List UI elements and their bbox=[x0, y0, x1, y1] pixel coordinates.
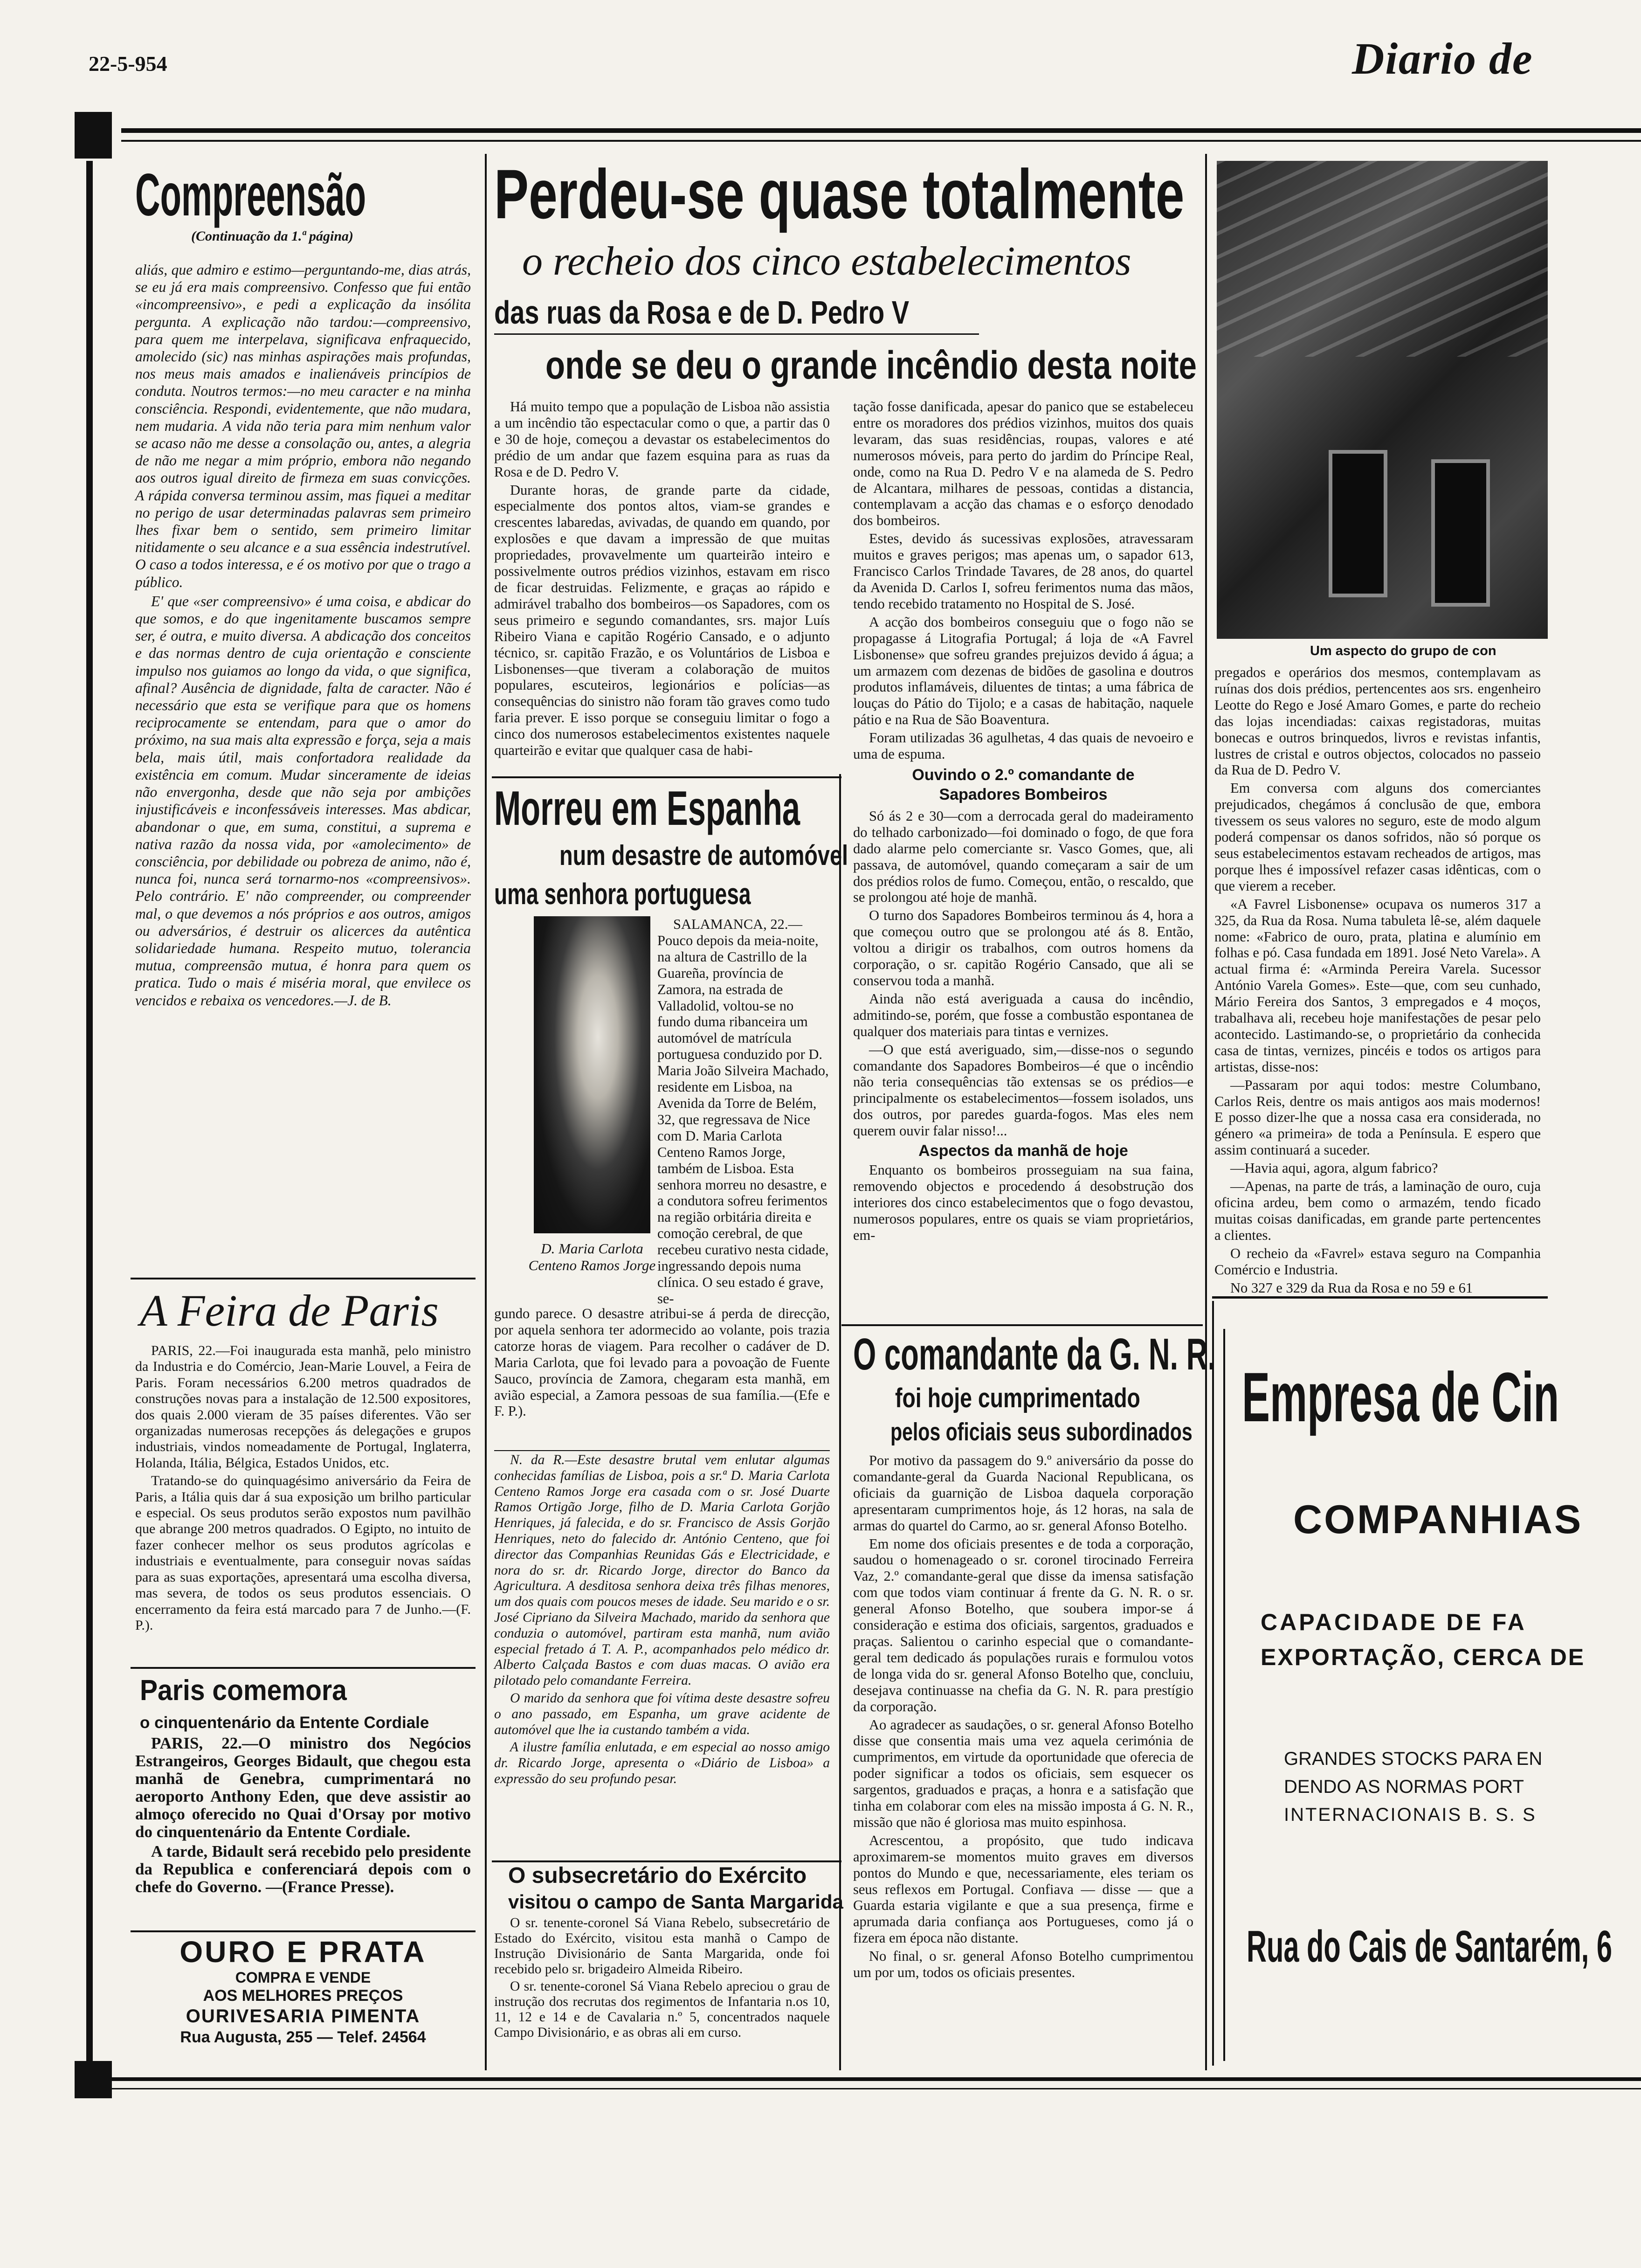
gnr-paragraph: No final, o sr. general Afonso Botelho cumprimentou um por um, todos os oficiais presentes. bbox=[853, 1948, 1193, 1981]
ad-line3: CAPACIDADE DE FA bbox=[1261, 1609, 1527, 1635]
subsec-paragraph: O sr. tenente-coronel Sá Viana Rebelo apreciou o grau de instrução dos recrutas dos regimentos de Infantaria n.os 10, 11, 12 e 14 e de Cavalaria n.º 5, concentrados naquele Campo Divisionário, e as obras ali em curso. bbox=[494, 1979, 830, 2040]
divider-espanha bbox=[492, 776, 841, 778]
paris-paragraph: PARIS, 22.—O ministro dos Negócios Estrangeiros, Georges Bidault, que chegou esta manhã de Genebra, cumprimentará no aeroporto Anthony Eden, que deve assistir ao almoço oferecido no Quai d'Orsay por motivo do cinquentenário da Entente Cordiale. bbox=[135, 1734, 471, 1841]
gnr-sub2: pelos oficiais seus subordinados bbox=[890, 1418, 1193, 1446]
right-body bbox=[1214, 664, 1541, 1298]
paris-paragraph: A tarde, Bidault será recebido pelo presidente da Republica e conferenciará depois com o chefe do Governo. —(France Presse). bbox=[135, 1842, 471, 1896]
divider-col1 bbox=[485, 154, 487, 2070]
gnr-paragraph: Por motivo da passagem do 9.º aniversário da posse do comandante-geral da Guarda Nacional Republicana, os oficiais da guarnição de Lisboa daquela corporação apresentaram cumprimentos hoje, ás 12 horas, na sala de armas do quartel do Carmo, ao sr. general Afonso Botelho. bbox=[853, 1452, 1193, 1534]
ad-line2: COMPANHIAS bbox=[1293, 1497, 1583, 1542]
divider-ouro bbox=[131, 1930, 476, 1932]
portrait-photo bbox=[534, 916, 650, 1233]
gnr-body bbox=[853, 1452, 1193, 1983]
bottom-rule-thin bbox=[75, 2088, 1641, 2089]
ad-line5: GRANDES STOCKS PARA EN bbox=[1284, 1749, 1543, 1769]
feira-title: A Feira de Paris bbox=[140, 1286, 439, 1335]
main-paragraph: tação fosse danificada, apesar do panico que se estabeleceu entre os moradores dos prédios vizinhos, muitos dos quais levaram, das suas residências, roupas, valores e até numerosos móveis, para perto do jardim do Príncipe Real, onde, como na Rua D. Pedro V e na alameda de S. Pedro de Alcantara, milhares de pessoas, contidas a distancia, contemplavam a acção das chamas e o esforço denodado dos bombeiros. bbox=[853, 399, 1193, 529]
espanha-nota bbox=[494, 1452, 830, 1789]
main-paragraph: Durante horas, de grande parte da cidade, especialmente dos pontos altos, viam-se grandes e crescentes labaredas, avivadas, de quando em quando, por explosões e que davam a impressão de que muitas propriedades, provavelmente um quarteirão inteiro e possivelmente outros prédios vizinhos, estavam em risco de ficar destruidas. Felizmente, e graças ao rápido e admirável trabalho dos bombeiros—os Sapadores, com os seus primeiro e segundo comandantes, srs. major Luís Ribeiro Viana e capitão Rogério Cansado, e o adjunto técnico, sr. capitão Frazão, e os Voluntários de Lisboa e Lisbonenses—que tiveram a colaboração de muitos populares, escuteiros, legionários e polícias—as consequências do sinistro não foram tão graves como tudo faria prever. E isso porque se conseguiu limitar o fogo a cinco dos numerosos estabelecimentos existentes naquele quarteirão e evitar que qualquer casa de habi- bbox=[494, 482, 830, 759]
ad-line4: EXPORTAÇÃO, CERCA DE bbox=[1261, 1644, 1586, 1670]
aspectos-subheading: Aspectos da manhã de hoje bbox=[918, 1142, 1128, 1160]
page-date: 22-5-954 bbox=[89, 52, 167, 76]
feira-body bbox=[135, 1343, 471, 1635]
ouro-line3: OURIVESARIA PIMENTA bbox=[186, 2006, 421, 2026]
espanha-sub1: num desastre de automóvel bbox=[559, 840, 848, 871]
left-margin-bar bbox=[86, 161, 93, 2063]
main-col-a bbox=[494, 399, 830, 761]
ad-line7: INTERNACIONAIS B. S. S bbox=[1284, 1805, 1537, 1825]
main-sub3: onde se deu o grande incêndio desta noite bbox=[545, 343, 1197, 387]
photo-caption: Um aspecto do grupo de con bbox=[1310, 643, 1496, 658]
photo-beams bbox=[1217, 161, 1548, 357]
subsec-body bbox=[494, 1915, 830, 2042]
compreensao-paragraph: E' que «ser compreensivo» é uma coisa, e abdicar do que somos, e do que ingenitamente buscamos sempre ser, é outra, e muito diversa. A abdicação dos conceitos e das normas dentro de cuja orientação e consciente impulso nos guiamos ao longo da vida, o que significa, afinal? Ausência de dignidade, falta de caracter. Não é necessário que esta se verifique para que os homens reciprocamente se entendam, para que o amor do próximo, na sua mais alta expressão e força, seja a mais bela, mais útil, mais confortadora realidade da existência em comum. Mudar sinceramente de ideias não envergonha, desde que não seja por ambições injustificáveis e inconfessáveis interesses. Mas abdicar, abandonar o que, em suma, constitui, a suprema e nativa razão da nossa vida, por «amolecimento» de consciência, por debilidade ou pobreza de animo, não é, nunca foi, nunca será tornarmo-nos «compreensivos». Pelo contrário. E' não compreender, ou compreender mal, o que devemos a nós próprios e aos outros, amigos ou adversários, é destruir os alicerces da autêntica solidariedade humana. Respeito mutuo, tolerancia mutua, compreensão mutua, é honra para quem os pratica. Tudo o mais é miséria moral, que envilece os vencidos e rebaixa os vencedores.—J. de B. bbox=[135, 593, 471, 1009]
ad-line8: Rua do Cais de Santarém, 6 bbox=[1247, 1922, 1612, 1971]
right-paragraph: «A Favrel Lisbonense» ocupava os numeros 317 a 325, da Rua da Rosa. Numa tabuleta lê-se, além daquele nome: «Fabrico de ouro, prata, platina e alumínio em folhas e pó. Casa fundada em 1891. José Neto Varela». A actual firma é: «Arminda Pereira Varela. Sucessor António Varela Gomes». Este—que, com seu cunhado, Mário Fereira dos Santos, 3 empregados e 4 moços, trabalhava ali, recebeu hoje manifestações de pesar pelo acontecido. Lastimando-se, o proprietário da conhecida casa de tintas, vernizes, pincéis e todos os artigos para artistas, disse-nos: bbox=[1214, 896, 1541, 1075]
espanha-title: Morreu em Espanha bbox=[494, 781, 800, 836]
fire-ruins-photo bbox=[1217, 161, 1548, 639]
gnr-title: O comandante da G. N. R. bbox=[853, 1329, 1216, 1379]
main-paragraph: Há muito tempo que a população de Lisboa não assistia a um incêndio tão espectacular como o que, a partir das 0 e 30 de hoje, começou a devastar os estabelecimentos do prédio de um andar que fazem esquina para as ruas da Rosa e de D. Pedro V. bbox=[494, 399, 830, 480]
subsec-subtitle: visitou o campo de Santa Margarida bbox=[508, 1891, 843, 1913]
main-paragraph: Estes, devido ás sucessivas explosões, atravessaram muitos e graves perigos; mas apenas um, o sapador 613, Francisco Carlos Trindade Tavares, de 28 anos, do quartel da Avenida D. Carlos I, sofreu ferimentos numa das mãos, tendo recebido tratamento no Hospital de S. José. bbox=[853, 531, 1193, 612]
feira-paragraph: PARIS, 22.—Foi inaugurada esta manhã, pelo ministro da Industria e do Comércio, Jean-Marie Louvel, a Feira de Paris. Foram necessários 6.200 metros quadrados de construções novas para a instalação de 12.500 expositores, dos quais 2.000 vieram de 35 países diferentes. Vão ser organizadas numerosas recepções ás delegações e grupos industriais, vindos nomeadamente de Portugal, Inglaterra, Holanda, Itália, Bélgica, Estados Unidos, etc. bbox=[135, 1343, 471, 1471]
right-paragraph: —Apenas, na parte de trás, a laminação de ouro, cuja oficina ardeu, bem como o armazém, tendo ficado muitas coisas danificadas, em grande parte pertencentes a clientes. bbox=[1214, 1178, 1541, 1243]
divider-col3 bbox=[839, 774, 841, 2070]
right-paragraph: —Passaram por aqui todos: mestre Columbano, Carlos Reis, dentre os mais antigos aos mais modernos! E posso dizer-lhe que a nossa casa era considerada, no género «a primeira» de toda a Península. E espero que assim continuará a suceder. bbox=[1214, 1077, 1541, 1158]
ouvindo-paragraph: Só ás 2 e 30—com a derrocada geral do madeiramento do telhado carbonizado—foi dominado o fogo, de que fora dado alarme pelo comerciante sr. Vasco Gomes, que, ali passava, de automóvel, quando começaram a sair de um dos prédios rolos de fumo. Começou, então, o rescaldo, que se prolongou até hoje de manhã. bbox=[853, 808, 1193, 906]
divider-nota bbox=[494, 1450, 830, 1451]
nota-paragraph: A ilustre família enlutada, e em especial ao nosso amigo dr. Ricardo Jorge, apresenta o «Diário de Lisboa» a expressão do seu profundo pesar. bbox=[494, 1740, 830, 1786]
feira-paragraph: Tratando-se do quinquagésimo aniversário da Feira de Paris, a Itália quis dar á sua exposição um brilho particular e especial. Os seus produtos serão expostos num pavilhão que abrange 200 metros quadrados. O Egipto, no intuito de fazer conhecer melhor os seus produtos agrícolas e industriais e eventualmente, para conseguir novas saídas para as suas exportações, apresentará uma escolha diversa, mas severa, de todos os seus produtos essenciais. O encerramento da feira está marcado para 7 de Junho.—(F. P.). bbox=[135, 1473, 471, 1633]
ouro-line1: COMPRA E VENDE bbox=[235, 1969, 371, 1986]
subsec-title: O subsecretário do Exército bbox=[508, 1863, 807, 1888]
right-paragraph: pregados e operários dos mesmos, contemplavam as ruínas dos dois prédios, pertencentes aos srs. engenheiro Leotte do Rego e José Amaro Gomes, e parte do recheio das lojas incendiadas: caixas registadoras, muitas bonecas e outros brinquedos, livros e revistas infantis, lustres de cristal e outros objectos, colocados no passeio da Rua de D. Pedro V. bbox=[1214, 664, 1541, 778]
ouro-prata-ad bbox=[135, 1935, 471, 2047]
ouvindo-paragraph: O turno dos Sapadores Bombeiros terminou ás 4, hora a que começou outro que se prolongou até ás 8. Então, voltou a dirigir os trabalhos, com outros homens da corporação, o sr. capitão Rogério Cansado, que ali se conservou toda a manhã. bbox=[853, 907, 1193, 989]
compreensao-continuation: (Continuação da 1.ª página) bbox=[191, 228, 354, 244]
main-col-b bbox=[853, 399, 1193, 1245]
black-corner-block-top bbox=[75, 112, 112, 159]
main-paragraph: A acção dos bombeiros conseguiu que o fogo não se propagasse á Litografia Portugal; á loja de «A Favrel Lisbonense» que sofreu grandes prejuizos devido á água; a um armazem com dezenas de bidões de gasolina e doutros produtos inflamáveis, diluentes de tintas; a uma fábrica de louças do Pátio do Tijolo; e a casas de habitação, naquele pátio e na Rua de São Boaventura. bbox=[853, 614, 1193, 728]
gnr-sub1: foi hoje cumprimentado bbox=[895, 1383, 1140, 1413]
paris-body bbox=[135, 1735, 471, 1898]
company-ad bbox=[1212, 1301, 1612, 2066]
divider-ad-top bbox=[1212, 1296, 1548, 1299]
divider-col5 bbox=[1205, 154, 1207, 2070]
ad-line6: DENDO AS NORMAS PORT bbox=[1284, 1777, 1524, 1797]
aspectos-paragraph: Enquanto os bombeiros prosseguiam na sua faina, removendo objectos e procedendo á desobstrução dos interiores dos cinco estabelecimentos que o fogo devastou, numerosos populares, entre os quais se viam proprietários, em- bbox=[853, 1162, 1193, 1243]
ouro-address: Rua Augusta, 255 — Telef. 24564 bbox=[180, 2028, 426, 2046]
divider-gnr bbox=[841, 1324, 1203, 1326]
right-paragraph: Em conversa com alguns dos comerciantes prejudicados, chegámos á conclusão de que, embora tivessem os seus valores no seguro, este de modo algum poderá compensar os danos sofridos, não só porque os seus estabelecimentos estavam recheados de artigos, mas porque lhes é impossível refazer casas idênticas, com o que vierem a receber. bbox=[1214, 780, 1541, 894]
right-paragraph: —Havia aqui, agora, algum fabrico? bbox=[1230, 1160, 1438, 1176]
top-rule-thin bbox=[121, 140, 1641, 142]
ouvindo-subheading: Ouvindo o 2.º comandante de Sapadores Bombeiros bbox=[912, 766, 1135, 803]
subsec-paragraph: O sr. tenente-coronel Sá Viana Rebelo, subsecretário de Estado do Exército, visitou esta manhã o Campo de Instrução Divisionário de Santa Margarida, onde foi recebido pelo sr. brigadeiro Almeida Ribeiro. bbox=[494, 1915, 830, 1977]
main-sub2: das ruas da Rosa e de D. Pedro V bbox=[494, 294, 910, 331]
compreensao-body bbox=[135, 261, 471, 1011]
ouvindo-paragraph: Ainda não está averiguada a causa do incêndio, admitindo-se, porém, que fosse a combustão espontanea de qualquer dos materiais para tintas e vernizes. bbox=[853, 990, 1193, 1039]
ad-inner-border bbox=[1223, 1329, 1225, 2061]
ad-line1: Empresa de Cin bbox=[1242, 1358, 1559, 1436]
photo-window bbox=[1431, 459, 1490, 607]
paris-title: Paris comemora bbox=[140, 1674, 347, 1707]
ouvindo-paragraph: —O que está averiguado, sim,—disse-nos o segundo comandante dos Sapadores Bombeiros—é que o incêndio não teria consequências tão extensas se os prédios—e principalmente os estabelecimentos—fossem isolados, uns dos outros, por paredes guarda-fogos. Mas eles nem querem ouvir falar nisso!... bbox=[853, 1041, 1193, 1139]
right-paragraph: O recheio da «Favrel» estava seguro na Companhia Comércio e Industria. bbox=[1214, 1245, 1541, 1278]
ouro-line2: AOS MELHORES PREÇOS bbox=[203, 1987, 403, 2005]
main-sub2-underline bbox=[494, 333, 979, 335]
bottom-rule bbox=[75, 2077, 1641, 2081]
gnr-paragraph: Em nome dos oficiais presentes e de toda a corporação, saudou o homenageado o sr. coronel tirocinado Ferreira Vaz, 2.º comandante-geral que disse da imensa satisfação com que todos viam continuar á frente da G. N. R. o sr. general Afonso Botelho, que soubera impor-se á consideração e estima dos oficiais, sargentos, graduados e praças. Salientou o carinho especial que o comandante-geral tem dedicado ás populações rurais e formulou votos de longa vida do sr. general Afonso Botelho que, concluiu, desejava continuasse na chefia da G. N. R. para prestígio da corporação. bbox=[853, 1535, 1193, 1715]
main-title: Perdeu-se quase totalmente bbox=[494, 155, 1185, 233]
gnr-paragraph: Ao agradecer as saudações, o sr. general Afonso Botelho disse que consentia mais uma vez aquela cerimónia de cumprimentos, em virtude da oportunidade que oferecia de poder significar a todos os oficiais, sem esquecer os sargentos, graduados e praças, a honra e a satisfação que tinha em colaborar com eles na missão imposta á G. N. R., missão que não é gloriosa mas muito espinhosa. bbox=[853, 1716, 1193, 1830]
photo-window bbox=[1329, 450, 1387, 597]
top-rule bbox=[121, 128, 1641, 133]
espanha-body-full bbox=[494, 1306, 830, 1421]
compreensao-paragraph: aliás, que admiro e estimo—perguntando-me, dias atrás, se eu já era mais compreensivo. Confesso que fui então «incompreensivo», e pedi a explicação da insólita pergunta. A explicação não tardou:—compreensivo, para quem me interpelava, significava enfraquecido, amolecido (sic) nas minhas aspirações mais profundas, nos meus mais amados e inalienáveis princípios de conduta. Noutros termos:—no meu caracter e na minha consciência. Respondi, evidentemente, que não mudara, nem mudaria. A vida não teria para mim nenhum valor se acaso não me desse a consolação ou, antes, a alegria de não me negar a mim próprio, embora não negando aos outros igual direito de firmeza em suas convicções. A rápida conversa terminou assim, mas fiquei a meditar no perigo de usar determinadas palavras sem primeiro lhes fixar bem o sentido, sem primeiro limitar nitidamente o seu alcance e a sua essência indestrutível. O caso a todos interessa, e é os motivo por que o trago a público. bbox=[135, 262, 471, 590]
divider-paris bbox=[131, 1667, 476, 1669]
right-paragraph: No 327 e 329 da Rua da Rosa e no 59 e 61 bbox=[1230, 1279, 1473, 1296]
main-sub1: o recheio dos cinco estabelecimentos bbox=[522, 239, 1131, 284]
nota-paragraph: O marido da senhora que foi vítima deste desastre sofreu o ano passado, em Espanha, um grave acidente de automóvel que lhe ia custando também a vida. bbox=[494, 1690, 830, 1737]
espanha-paragraph: SALAMANCA, 22.—Pouco depois da meia-noite, na altura de Castrillo de la Guareña, província de Zamora, na estrada de Valladolid, voltou-se no fundo duma ribanceira um automóvel de matrícula portuguesa conduzido por D. Maria João Silveira Machado, residente em Lisboa, na Avenida da Torre de Belém, 32, que regressava de Nice com D. Maria Carlota Centeno Ramos Jorge, também de Lisboa. Esta senhora morreu no desastre, e a condutora sofreu ferimentos na região orbitária direita e comoção cerebral, de que recebeu curativo nesta cidade, ingressando depois numa clínica. O seu estado é grave, se- bbox=[657, 916, 829, 1307]
masthead: Diario de bbox=[1352, 34, 1533, 83]
espanha-sub2: uma senhora portuguesa bbox=[494, 877, 751, 911]
portrait-caption: D. Maria Carlota Centeno Ramos Jorge bbox=[528, 1240, 656, 1273]
nota-paragraph: N. da R.—Este desastre brutal vem enlutar algumas conhecidas famílias de Lisboa, pois a sr.ª D. Maria Carlota Centeno Ramos Jorge era casada com o sr. José Duarte Ramos Ortigão Jorge, filho de D. Maria Carlota Gorjão Henriques, já falecida, e do sr. Francisco de Assis Gorjão Henriques, neto do falecido dr. António Centeno, que foi director das Companhias Reunidas Gás e Electricidade, e nora do sr. dr. Ricardo Jorge, director do Banco da Agricultura. A desditosa senhora deixa três filhas menores, um dos quais com poucos meses de idade. Seu marido e o sr. José Cipriano da Silveira Machado, marido da senhora que conduzia o automóvel, partiram esta manhã, num avião especial fretado á T. A. P., acompanhados pelo médico dr. Alberto Calçada Bastos e com duas macas. O avião era pilotado pelo comandante Ferreira. bbox=[494, 1452, 830, 1688]
espanha-paragraph: gundo parece. O desastre atribui-se á perda de direcção, por aquela senhora ter adormecido ao volante, pois trazia catorze horas de viagem. Para recolher o cadáver de D. Maria Carlota, que foi levado para a povoação de Fuente Sauco, província de Zamora, chegaram esta manhã, em avião especial, a Zamora pessoas de sua família.—(Efe e F. P.). bbox=[494, 1306, 830, 1419]
divider-feira bbox=[131, 1278, 476, 1279]
compreensao-title: Compreensão bbox=[135, 162, 366, 228]
gnr-paragraph: Acrescentou, a propósito, que tudo indicava aproximarem-se momentos muito graves em diversos pontos do Mundo e que, necessariamente, eles teriam os seus reflexos em Portugal. Confiava — disse — que a Guarda estaria vigilante e que a sua presença, firme e aprumada daria confiança aos Portugueses, como já o fizera em época não distante. bbox=[853, 1832, 1193, 1946]
divider-subsec bbox=[492, 1860, 841, 1862]
paris-subtitle: o cinquentenário da Entente Cordiale bbox=[140, 1714, 429, 1732]
main-paragraph: Foram utilizadas 36 agulhetas, 4 das quais de nevoeiro e uma de espuma. bbox=[853, 730, 1193, 762]
espanha-body-side bbox=[657, 916, 830, 1309]
ouro-title: OURO E PRATA bbox=[179, 1935, 427, 1969]
